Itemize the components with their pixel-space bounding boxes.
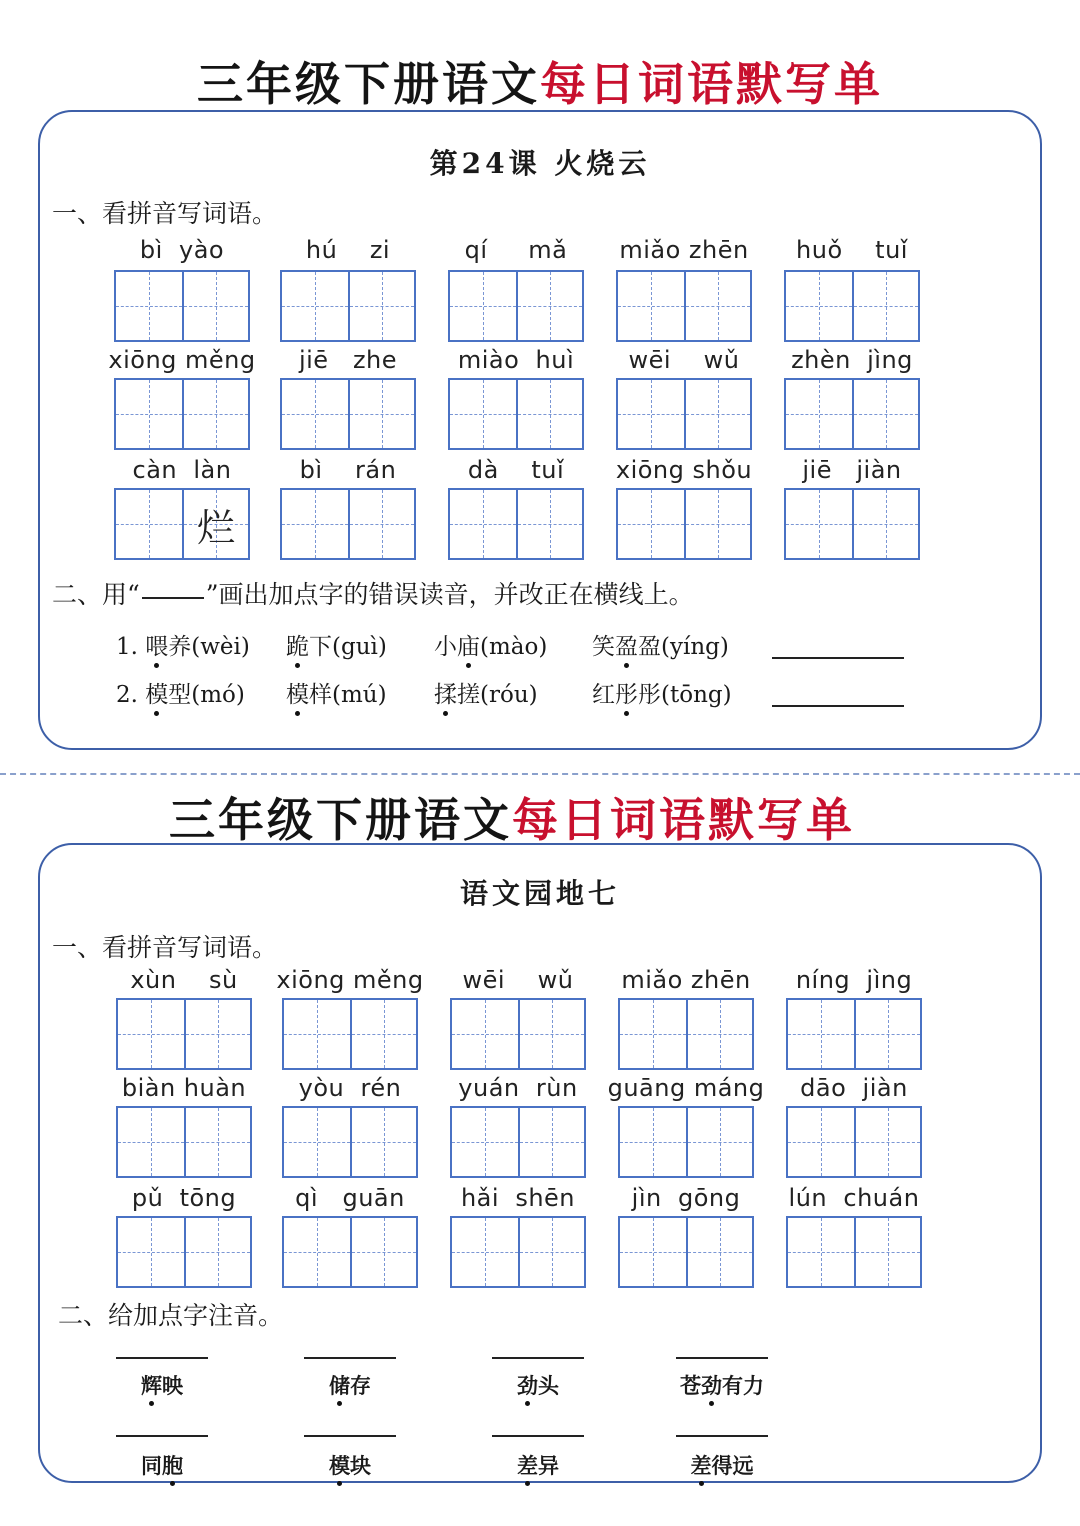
writing-cell[interactable] (450, 272, 516, 340)
sheet1-question-2-answer-line[interactable] (772, 705, 904, 707)
zhuyin-word (92, 1450, 232, 1480)
tianzige-grid[interactable] (116, 998, 252, 1070)
sheet2-lesson-title: 语文园地七 (459, 877, 620, 910)
writing-cell[interactable] (788, 1218, 854, 1286)
tianzige-grid[interactable] (114, 488, 250, 560)
word-text: 苍 (680, 1373, 701, 1398)
writing-cell[interactable] (686, 1108, 752, 1176)
sheet1-title-highlight: 每日词语默写单 (540, 57, 883, 111)
dotted-character: 差 (517, 1453, 538, 1478)
writing-cell[interactable] (516, 380, 582, 448)
sheet1-section-2-prefix: 二、用“ (52, 580, 140, 609)
pinyin-label: miào huì (457, 346, 575, 374)
writing-cell[interactable] (618, 490, 684, 558)
pinyin-label: càn làn (132, 456, 232, 484)
tianzige-grid[interactable] (784, 488, 920, 560)
writing-cell[interactable] (518, 1108, 584, 1176)
writing-cell[interactable] (684, 490, 750, 558)
sheet1-section-2-suffix: ”画出加点字的错误读音，并改正在横线上。 (205, 580, 694, 609)
tianzige-grid[interactable] (448, 488, 584, 560)
writing-cell[interactable] (854, 1218, 920, 1286)
question-item (434, 628, 547, 661)
writing-cell[interactable] (182, 380, 248, 448)
word-text: 块 (350, 1453, 371, 1478)
writing-cell[interactable] (452, 1000, 518, 1068)
sheet2-title-highlight: 每日词语默写单 (512, 793, 855, 847)
writing-cell[interactable] (620, 1000, 686, 1068)
word-text: 搓(róu) (457, 682, 538, 708)
tianzige-grid[interactable] (280, 378, 416, 450)
writing-cell[interactable] (116, 490, 182, 558)
dotted-character: 喂 (145, 634, 169, 660)
word-text: 笑 (592, 634, 615, 660)
dotted-character: 劲 (701, 1373, 722, 1398)
dotted-character: 劲 (517, 1373, 538, 1398)
pinyin-label: yuán rùn (458, 1074, 578, 1102)
dotted-character: 揉 (434, 682, 457, 708)
pinyin-label: biàn huàn (121, 1074, 247, 1102)
pinyin-answer-line[interactable] (492, 1435, 584, 1437)
word-text: 养(wèi) (168, 634, 250, 660)
pinyin-answer-line[interactable] (492, 1357, 584, 1359)
writing-cell[interactable] (854, 1000, 920, 1068)
writing-cell[interactable] (118, 1218, 184, 1286)
writing-cell[interactable] (452, 1108, 518, 1176)
question-item (434, 676, 538, 709)
zhuyin-word (468, 1370, 608, 1400)
word-text: 异 (538, 1453, 559, 1478)
tianzige-grid[interactable] (616, 488, 752, 560)
word-text: 头 (538, 1373, 559, 1398)
question-item (116, 628, 250, 661)
pinyin-label: hú zi (305, 236, 391, 264)
dotted-character: 胞 (162, 1453, 183, 1478)
writing-cell[interactable] (788, 1000, 854, 1068)
writing-cell[interactable] (786, 380, 852, 448)
sheet2-title (0, 784, 1052, 850)
tianzige-grid[interactable] (282, 998, 418, 1070)
writing-cell[interactable] (284, 1218, 350, 1286)
pinyin-label: huǒ tuǐ (796, 236, 908, 264)
pinyin-label: xiōng měng (108, 346, 256, 374)
question-item (592, 676, 732, 709)
zhuyin-word (92, 1370, 232, 1400)
tianzige-grid[interactable] (280, 488, 416, 560)
writing-cell[interactable] (618, 272, 684, 340)
writing-cell[interactable] (118, 1108, 184, 1176)
writing-cell[interactable] (852, 272, 918, 340)
writing-cell[interactable] (450, 380, 516, 448)
pinyin-answer-line[interactable] (116, 1357, 208, 1359)
pinyin-label: wēi wǔ (628, 346, 740, 374)
writing-cell[interactable] (686, 1000, 752, 1068)
pinyin-label: jiē zhe (298, 346, 398, 374)
writing-cell[interactable] (184, 1000, 250, 1068)
pinyin-label: miǎo zhēn (619, 236, 749, 264)
tianzige-grid[interactable] (448, 270, 584, 342)
pinyin-answer-line[interactable] (304, 1435, 396, 1437)
tianzige-grid[interactable] (282, 1216, 418, 1288)
pinyin-label: qì guān (295, 1184, 405, 1212)
zhuyin-word (652, 1450, 792, 1480)
writing-cell[interactable] (350, 1000, 416, 1068)
tianzige-grid[interactable] (114, 378, 250, 450)
pinyin-label: wēi wǔ (462, 966, 574, 994)
writing-cell[interactable] (116, 272, 182, 340)
writing-cell[interactable] (350, 1218, 416, 1286)
question-item (286, 676, 387, 709)
writing-cell[interactable] (786, 272, 852, 340)
tianzige-grid[interactable] (450, 1106, 586, 1178)
cut-line-separator (0, 773, 1080, 775)
pinyin-label: zhèn jìng (791, 346, 913, 374)
zhuyin-word (280, 1450, 420, 1480)
sheet2-section-1-heading: 一、看拼音写词语。 (52, 933, 278, 962)
writing-cell[interactable] (516, 272, 582, 340)
writing-cell[interactable] (852, 490, 918, 558)
pinyin-label: xiōng měng (276, 966, 424, 994)
sheet2-title-main: 三年级下册语文 (169, 793, 512, 847)
writing-cell[interactable] (618, 380, 684, 448)
writing-cell[interactable] (518, 1000, 584, 1068)
word-text: 小 (434, 634, 457, 660)
tianzige-grid[interactable] (784, 270, 920, 342)
tianzige-grid[interactable] (116, 1106, 252, 1178)
pinyin-label: hǎi shēn (460, 1184, 576, 1212)
tianzige-grid[interactable] (618, 1106, 754, 1178)
tianzige-grid[interactable] (618, 1216, 754, 1288)
writing-cell[interactable] (450, 490, 516, 558)
dotted-character: 辉 (141, 1373, 162, 1398)
word-text: 下(guì) (309, 634, 387, 660)
writing-cell[interactable] (348, 380, 414, 448)
writing-cell[interactable] (118, 1000, 184, 1068)
tianzige-grid[interactable] (786, 1216, 922, 1288)
written-character: 烂 (196, 505, 235, 550)
writing-cell[interactable] (788, 1108, 854, 1176)
pinyin-answer-line[interactable] (304, 1357, 396, 1359)
question-item (286, 628, 387, 661)
pinyin-label: dà tuǐ (467, 456, 565, 484)
writing-cell[interactable] (452, 1218, 518, 1286)
writing-cell[interactable] (684, 272, 750, 340)
pinyin-label: jiē jiàn (802, 456, 902, 484)
pinyin-label: xùn sù (130, 966, 238, 994)
question-item (592, 628, 729, 661)
tianzige-grid[interactable] (450, 1216, 586, 1288)
writing-cell[interactable] (786, 490, 852, 558)
sheet1-section-2-heading (52, 575, 694, 611)
zhuyin-word (280, 1370, 420, 1400)
word-text: 红 (592, 682, 615, 708)
tianzige-grid[interactable] (450, 998, 586, 1070)
pinyin-label: dāo jiàn (800, 1074, 908, 1102)
word-text: 型(mó) (168, 682, 245, 708)
dotted-character: 储 (329, 1373, 350, 1398)
tianzige-grid[interactable] (116, 1216, 252, 1288)
pinyin-label: miǎo zhēn (621, 966, 751, 994)
writing-cell[interactable] (620, 1108, 686, 1176)
sheet1-title-main: 三年级下册语文 (197, 57, 540, 111)
dotted-character: 模 (145, 682, 169, 708)
writing-cell[interactable] (852, 380, 918, 448)
writing-cell[interactable] (182, 272, 248, 340)
writing-cell[interactable] (348, 490, 414, 558)
writing-cell[interactable] (284, 1000, 350, 1068)
writing-cell[interactable] (684, 380, 750, 448)
sheet1-section-1-heading: 一、看拼音写词语。 (52, 199, 278, 228)
writing-cell[interactable] (854, 1108, 920, 1176)
pinyin-answer-line[interactable] (676, 1357, 768, 1359)
question-item (116, 676, 245, 709)
writing-cell[interactable] (184, 1218, 250, 1286)
word-text: 同 (141, 1453, 162, 1478)
sheet1-title (0, 48, 1080, 114)
underline-sample (142, 597, 204, 599)
pinyin-label: bì rán (299, 456, 397, 484)
word-text: 存 (350, 1373, 371, 1398)
writing-cell[interactable] (182, 490, 248, 558)
writing-cell[interactable] (516, 490, 582, 558)
pinyin-label: xiōng shǒu (615, 456, 753, 484)
sheet1-question-1-answer-line[interactable] (772, 657, 904, 659)
dotted-character: 庙 (457, 634, 480, 660)
tianzige-grid[interactable] (618, 998, 754, 1070)
tianzige-grid[interactable] (616, 270, 752, 342)
pinyin-label: jìn gōng (631, 1184, 741, 1212)
dotted-character: 模 (286, 682, 309, 708)
writing-cell[interactable] (620, 1218, 686, 1286)
pinyin-label: pǔ tōng (131, 1184, 237, 1212)
tianzige-grid[interactable] (616, 378, 752, 450)
tianzige-grid[interactable] (280, 270, 416, 342)
word-text: (mào) (480, 634, 548, 660)
dotted-character: 跪 (286, 634, 309, 660)
word-text: 2. (116, 682, 146, 708)
writing-cell[interactable] (348, 272, 414, 340)
pinyin-label: qí mǎ (464, 236, 568, 264)
dotted-character: 彤 (615, 682, 638, 708)
tianzige-grid[interactable] (784, 378, 920, 450)
writing-cell[interactable] (282, 490, 348, 558)
writing-cell[interactable] (686, 1218, 752, 1286)
word-text: 得远 (711, 1453, 754, 1478)
dotted-character: 模 (329, 1453, 350, 1478)
pinyin-label: bì yào (139, 236, 225, 264)
pinyin-label: yòu rén (298, 1074, 402, 1102)
zhuyin-word (468, 1450, 608, 1480)
word-text: 盈(yíng) (638, 634, 729, 660)
word-text: 映 (162, 1373, 183, 1398)
word-text: 有力 (722, 1373, 764, 1398)
sheet1-lesson-title: 第24课 火烧云 (429, 147, 651, 180)
dotted-character: 差 (690, 1453, 712, 1478)
tianzige-grid[interactable] (786, 998, 922, 1070)
zhuyin-word (652, 1370, 792, 1400)
writing-cell[interactable] (282, 380, 348, 448)
writing-cell[interactable] (282, 272, 348, 340)
writing-cell[interactable] (350, 1108, 416, 1176)
pinyin-answer-line[interactable] (676, 1435, 768, 1437)
tianzige-grid[interactable] (786, 1106, 922, 1178)
word-text: 彤(tōng) (638, 682, 732, 708)
writing-cell[interactable] (284, 1108, 350, 1176)
writing-cell[interactable] (116, 380, 182, 448)
pinyin-label: lún chuán (788, 1184, 920, 1212)
tianzige-grid[interactable] (448, 378, 584, 450)
pinyin-answer-line[interactable] (116, 1435, 208, 1437)
tianzige-grid[interactable] (114, 270, 250, 342)
writing-cell[interactable] (184, 1108, 250, 1176)
pinyin-label: níng jìng (795, 966, 913, 994)
word-text: 1. (116, 634, 146, 660)
writing-cell[interactable] (518, 1218, 584, 1286)
sheet2-section-2-heading: 二、给加点字注音。 (58, 1301, 284, 1330)
pinyin-label: guāng máng (607, 1074, 765, 1102)
tianzige-grid[interactable] (282, 1106, 418, 1178)
word-text: 样(mú) (309, 682, 387, 708)
dotted-character: 盈 (615, 634, 638, 660)
